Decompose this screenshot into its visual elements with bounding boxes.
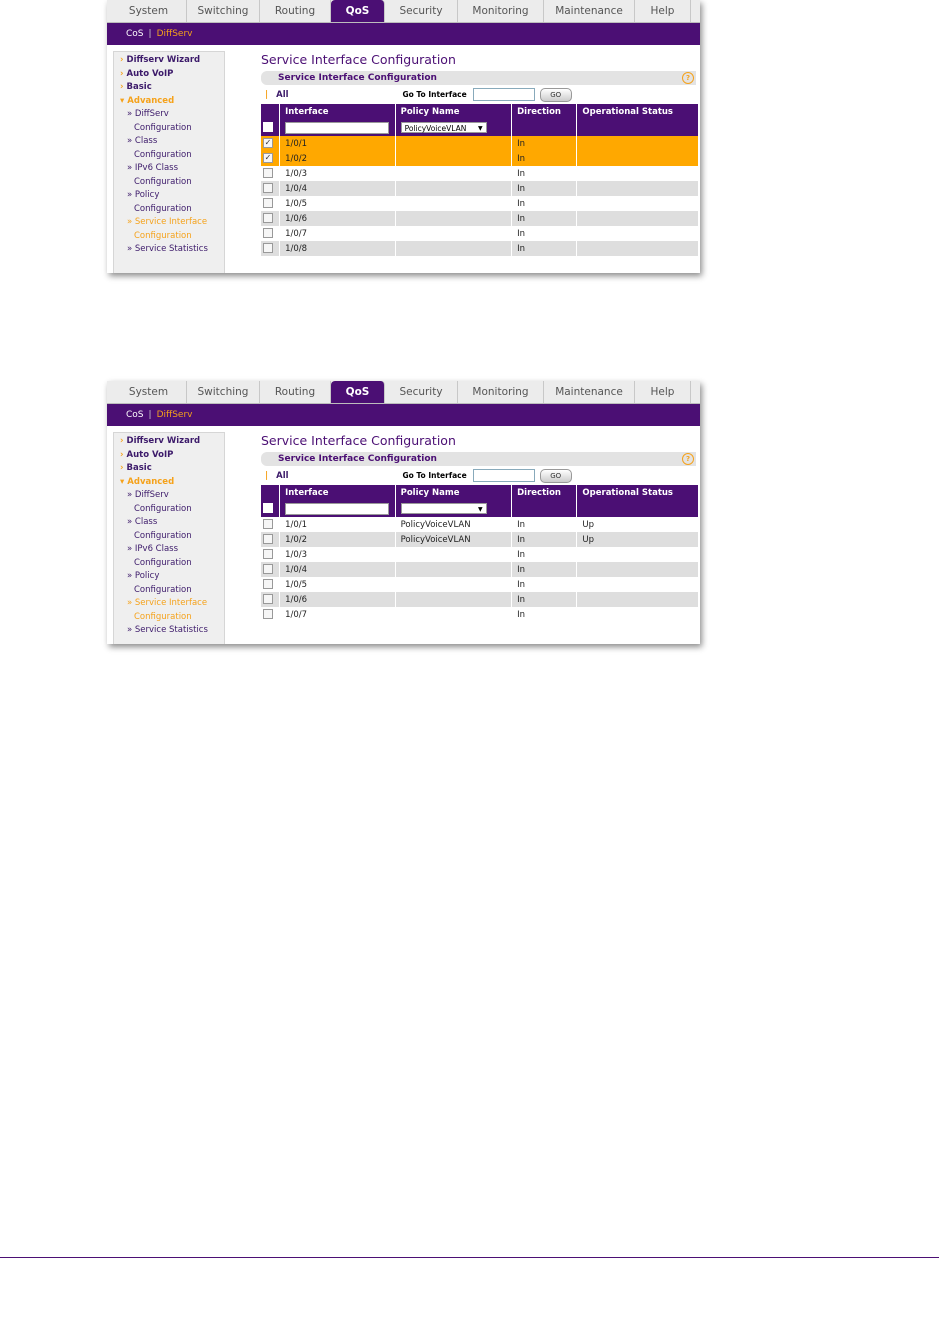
direction-cell: In bbox=[512, 136, 577, 151]
sidebar-item-label: Configuration bbox=[134, 203, 192, 214]
table-row[interactable] bbox=[261, 547, 699, 562]
service-interface-table bbox=[261, 485, 699, 622]
sidebar-item-label: Basic bbox=[126, 463, 152, 473]
main-content bbox=[225, 426, 700, 644]
pipe-icon: | bbox=[265, 470, 269, 481]
sidebar-item-label: Configuration bbox=[134, 611, 192, 622]
subnav-separator: | bbox=[148, 410, 152, 420]
section-header bbox=[261, 71, 696, 85]
tab-switching[interactable]: Switching bbox=[187, 381, 260, 403]
select-all-checkbox[interactable] bbox=[263, 503, 273, 513]
interface-cell: 1/0/1 bbox=[280, 136, 396, 151]
column-header: Policy Name bbox=[395, 104, 512, 119]
table-header-row bbox=[261, 104, 699, 119]
table-row[interactable] bbox=[261, 562, 699, 577]
policy-name-cell bbox=[395, 211, 512, 226]
pipe-icon: | bbox=[265, 89, 269, 100]
sidebar-item-label: Configuration bbox=[134, 122, 192, 133]
operational-status-cell bbox=[577, 607, 699, 622]
sidebar-item[interactable] bbox=[114, 624, 224, 638]
tab-maintenance[interactable]: Maintenance bbox=[544, 381, 635, 403]
tab-qos[interactable]: QoS bbox=[331, 381, 385, 403]
operational-status-cell bbox=[577, 166, 699, 181]
tab-help[interactable]: Help bbox=[635, 0, 691, 22]
column-header: Operational Status bbox=[577, 485, 699, 500]
policy-name-cell bbox=[395, 181, 512, 196]
sidebar-item-label: Configuration bbox=[134, 584, 192, 595]
sidebar-item[interactable] bbox=[114, 162, 224, 176]
operational-status-cell bbox=[577, 592, 699, 607]
top-tab-bar bbox=[107, 381, 700, 404]
policy-name-cell bbox=[395, 547, 512, 562]
policy-name-cell bbox=[395, 226, 512, 241]
table-row[interactable] bbox=[261, 577, 699, 592]
table-row[interactable] bbox=[261, 196, 699, 211]
sidebar-item[interactable] bbox=[114, 584, 224, 598]
interface-filter-input[interactable] bbox=[285, 122, 389, 134]
main-content bbox=[225, 45, 700, 273]
sidebar-item[interactable] bbox=[114, 149, 224, 163]
select-all-cell bbox=[261, 119, 280, 136]
sidebar-item[interactable] bbox=[114, 135, 224, 149]
tab-monitoring[interactable]: Monitoring bbox=[458, 381, 544, 403]
filter-interface-cell bbox=[280, 119, 396, 136]
direction-cell: In bbox=[512, 226, 577, 241]
filter-status-cell bbox=[577, 119, 699, 136]
section-header bbox=[261, 452, 696, 466]
policy-name-select-value: PolicyVoiceVLAN bbox=[404, 124, 467, 133]
sidebar-item-label: » Service Interface bbox=[127, 217, 208, 227]
goto-interface-label: Go To Interface bbox=[402, 471, 467, 480]
tab-system[interactable]: System bbox=[111, 0, 187, 22]
sidebar-item[interactable] bbox=[114, 462, 224, 476]
service-interface-table bbox=[261, 104, 699, 256]
table-row[interactable] bbox=[261, 532, 699, 547]
operational-status-cell: Up bbox=[577, 532, 699, 547]
column-header: Interface bbox=[280, 104, 396, 119]
policy-name-cell bbox=[395, 151, 512, 166]
row-checkbox-cell bbox=[261, 151, 280, 166]
operational-status-cell bbox=[577, 181, 699, 196]
sidebar-item-label: Configuration bbox=[134, 530, 192, 541]
operational-status-cell bbox=[577, 577, 699, 592]
interface-cell: 1/0/4 bbox=[280, 562, 396, 577]
help-icon[interactable]: ? bbox=[682, 72, 694, 84]
table-row[interactable] bbox=[261, 136, 699, 151]
policy-name-cell bbox=[395, 196, 512, 211]
header-checkbox-cell bbox=[261, 485, 280, 500]
row-checkbox-cell bbox=[261, 517, 280, 532]
interface-cell: 1/0/7 bbox=[280, 607, 396, 622]
chevron-down-icon: ▼ bbox=[477, 506, 483, 513]
direction-cell: In bbox=[512, 241, 577, 256]
sidebar bbox=[113, 51, 225, 273]
goto-interface-label: Go To Interface bbox=[402, 90, 467, 99]
row-checkbox[interactable]: ✓ bbox=[264, 138, 272, 148]
table-row[interactable] bbox=[261, 181, 699, 196]
row-checkbox-cell bbox=[261, 196, 280, 211]
select-all-checkbox[interactable] bbox=[263, 122, 273, 132]
operational-status-cell bbox=[577, 547, 699, 562]
table-row[interactable] bbox=[261, 211, 699, 226]
arrow-down-icon: ▾ bbox=[120, 476, 125, 487]
row-checkbox-cell bbox=[261, 562, 280, 577]
row-checkbox-cell bbox=[261, 136, 280, 151]
subnav-cos[interactable]: CoS bbox=[126, 29, 144, 39]
sidebar-item[interactable] bbox=[114, 557, 224, 571]
row-checkbox-cell bbox=[261, 532, 280, 547]
section-title: Service Interface Configuration bbox=[278, 73, 437, 83]
sidebar-item[interactable] bbox=[114, 243, 224, 257]
interface-cell: 1/0/5 bbox=[280, 196, 396, 211]
goto-interface-input[interactable] bbox=[473, 88, 535, 101]
row-checkbox[interactable] bbox=[263, 609, 273, 619]
subnav-diffserv[interactable]: DiffServ bbox=[156, 410, 193, 420]
subnav-cos[interactable]: CoS bbox=[126, 410, 144, 420]
filter-status-cell bbox=[577, 500, 699, 517]
arrow-right-icon: › bbox=[120, 68, 124, 79]
row-checkbox-cell bbox=[261, 241, 280, 256]
row-checkbox-cell bbox=[261, 181, 280, 196]
sidebar-item[interactable] bbox=[114, 122, 224, 136]
sidebar-item-label: Configuration bbox=[134, 503, 192, 514]
row-checkbox[interactable]: ✓ bbox=[264, 153, 272, 163]
table-row[interactable] bbox=[261, 607, 699, 622]
table-row[interactable] bbox=[261, 241, 699, 256]
operational-status-cell bbox=[577, 211, 699, 226]
sidebar-item-label: » DiffServ bbox=[127, 109, 169, 119]
row-checkbox-cell bbox=[261, 607, 280, 622]
tab-help[interactable]: Help bbox=[635, 381, 691, 403]
row-checkbox[interactable] bbox=[263, 168, 273, 178]
sidebar-item[interactable] bbox=[114, 108, 224, 122]
page-title: Service Interface Configuration bbox=[261, 433, 456, 448]
filter-direction-cell bbox=[512, 500, 577, 517]
sidebar-item-label: » Service Statistics bbox=[127, 625, 208, 635]
sidebar-item[interactable] bbox=[114, 54, 224, 68]
sidebar-item[interactable] bbox=[114, 203, 224, 217]
sidebar-item[interactable] bbox=[114, 570, 224, 584]
sub-navigation bbox=[107, 404, 700, 426]
table-header-row bbox=[261, 485, 699, 500]
policy-name-cell bbox=[395, 241, 512, 256]
sidebar-item[interactable] bbox=[114, 597, 224, 611]
sidebar-item-label: » IPv6 Class bbox=[127, 163, 179, 173]
direction-cell: In bbox=[512, 607, 577, 622]
arrow-right-icon: › bbox=[120, 55, 124, 65]
sidebar bbox=[113, 432, 225, 644]
sidebar-item[interactable] bbox=[114, 68, 224, 82]
table-row[interactable] bbox=[261, 517, 699, 532]
policy-name-cell bbox=[395, 136, 512, 151]
tab-security[interactable]: Security bbox=[385, 381, 458, 403]
direction-cell: In bbox=[512, 547, 577, 562]
column-header: Direction bbox=[512, 104, 577, 119]
sidebar-item[interactable] bbox=[114, 516, 224, 530]
row-checkbox[interactable] bbox=[263, 519, 273, 529]
go-button[interactable]: GO bbox=[540, 469, 572, 483]
select-all-cell bbox=[261, 500, 280, 517]
top-tab-bar bbox=[107, 0, 700, 23]
arrow-right-icon: › bbox=[120, 82, 124, 92]
tab-system[interactable]: System bbox=[111, 381, 187, 403]
filter-direction-cell bbox=[512, 119, 577, 136]
sidebar-item-label: » Service Interface bbox=[127, 598, 208, 608]
interface-cell: 1/0/1 bbox=[280, 517, 396, 532]
tab-switching[interactable]: Switching bbox=[187, 0, 260, 22]
column-header: Operational Status bbox=[577, 104, 699, 119]
sidebar-item-label: » Policy bbox=[127, 571, 160, 581]
direction-cell: In bbox=[512, 577, 577, 592]
policy-name-cell bbox=[395, 577, 512, 592]
sidebar-item-label: Auto VoIP bbox=[126, 449, 174, 460]
sub-navigation bbox=[107, 23, 700, 45]
row-checkbox-cell bbox=[261, 592, 280, 607]
policy-name-cell: PolicyVoiceVLAN bbox=[395, 517, 512, 532]
sidebar-item-label: Advanced bbox=[127, 476, 175, 487]
policy-name-select[interactable] bbox=[401, 122, 487, 133]
table-toolbar bbox=[261, 85, 700, 104]
sidebar-item-label: » Policy bbox=[127, 190, 160, 200]
row-checkbox-cell bbox=[261, 226, 280, 241]
arrow-right-icon: › bbox=[120, 436, 124, 446]
sidebar-item[interactable] bbox=[114, 489, 224, 503]
table-row[interactable] bbox=[261, 226, 699, 241]
direction-cell: In bbox=[512, 211, 577, 226]
row-checkbox[interactable] bbox=[263, 564, 273, 574]
interface-cell: 1/0/7 bbox=[280, 226, 396, 241]
help-icon[interactable]: ? bbox=[682, 453, 694, 465]
interface-cell: 1/0/4 bbox=[280, 181, 396, 196]
direction-cell: In bbox=[512, 592, 577, 607]
row-checkbox[interactable] bbox=[263, 213, 273, 223]
sidebar-item-label: Auto VoIP bbox=[126, 68, 174, 79]
sidebar-item[interactable] bbox=[114, 216, 224, 230]
direction-cell: In bbox=[512, 181, 577, 196]
sidebar-item[interactable] bbox=[114, 230, 224, 244]
show-all-link[interactable]: All bbox=[276, 89, 289, 100]
sidebar-item[interactable] bbox=[114, 449, 224, 463]
column-header: Direction bbox=[512, 485, 577, 500]
row-checkbox[interactable] bbox=[263, 549, 273, 559]
row-checkbox-cell bbox=[261, 211, 280, 226]
goto-interface-input[interactable] bbox=[473, 469, 535, 482]
table-row[interactable] bbox=[261, 151, 699, 166]
arrow-right-icon: › bbox=[120, 463, 124, 473]
tab-routing[interactable]: Routing bbox=[260, 381, 331, 403]
direction-cell: In bbox=[512, 562, 577, 577]
section-title: Service Interface Configuration bbox=[278, 454, 437, 464]
interface-cell: 1/0/2 bbox=[280, 151, 396, 166]
row-checkbox[interactable] bbox=[263, 594, 273, 604]
sidebar-item[interactable] bbox=[114, 476, 224, 490]
row-checkbox[interactable] bbox=[263, 579, 273, 589]
arrow-down-icon: ▾ bbox=[120, 95, 125, 106]
policy-name-cell bbox=[395, 562, 512, 577]
sidebar-item[interactable] bbox=[114, 189, 224, 203]
direction-cell: In bbox=[512, 517, 577, 532]
operational-status-cell bbox=[577, 196, 699, 211]
sidebar-item-label: » Class bbox=[127, 517, 158, 527]
operational-status-cell bbox=[577, 136, 699, 151]
screenshot-2 bbox=[107, 381, 700, 644]
screenshot-1 bbox=[107, 0, 700, 273]
footer-divider bbox=[0, 1257, 939, 1258]
sidebar-item[interactable] bbox=[114, 503, 224, 517]
row-checkbox[interactable] bbox=[263, 228, 273, 238]
tab-maintenance[interactable]: Maintenance bbox=[544, 0, 635, 22]
interface-cell: 1/0/3 bbox=[280, 166, 396, 181]
sidebar-item-label: » Service Statistics bbox=[127, 244, 208, 254]
interface-cell: 1/0/2 bbox=[280, 532, 396, 547]
sidebar-item-label: Diffserv Wizard bbox=[126, 55, 201, 65]
sidebar-item-label: Configuration bbox=[134, 176, 192, 187]
table-row[interactable] bbox=[261, 166, 699, 181]
interface-cell: 1/0/3 bbox=[280, 547, 396, 562]
sidebar-item-label: » DiffServ bbox=[127, 490, 169, 500]
operational-status-cell bbox=[577, 562, 699, 577]
page-title: Service Interface Configuration bbox=[261, 52, 456, 67]
interface-cell: 1/0/5 bbox=[280, 577, 396, 592]
policy-name-cell: PolicyVoiceVLAN bbox=[395, 532, 512, 547]
column-header: Policy Name bbox=[395, 485, 512, 500]
subnav-diffserv[interactable]: DiffServ bbox=[156, 29, 193, 39]
tab-qos[interactable]: QoS bbox=[331, 0, 385, 22]
interface-cell: 1/0/6 bbox=[280, 592, 396, 607]
interface-cell: 1/0/8 bbox=[280, 241, 396, 256]
operational-status-cell bbox=[577, 151, 699, 166]
subnav-separator: | bbox=[148, 29, 152, 39]
sidebar-item[interactable] bbox=[114, 435, 224, 449]
sidebar-item-label: Diffserv Wizard bbox=[126, 436, 201, 446]
sidebar-item[interactable] bbox=[114, 530, 224, 544]
row-checkbox-cell bbox=[261, 166, 280, 181]
chevron-down-icon: ▼ bbox=[477, 125, 483, 132]
sidebar-item-label: » IPv6 Class bbox=[127, 544, 179, 554]
column-header: Interface bbox=[280, 485, 396, 500]
go-button[interactable]: GO bbox=[540, 88, 572, 102]
sidebar-item[interactable] bbox=[114, 176, 224, 190]
table-row[interactable] bbox=[261, 592, 699, 607]
direction-cell: In bbox=[512, 196, 577, 211]
sidebar-item-label: Advanced bbox=[127, 95, 175, 106]
tab-monitoring[interactable]: Monitoring bbox=[458, 0, 544, 22]
filter-row bbox=[261, 119, 699, 136]
sidebar-item-label: » Class bbox=[127, 136, 158, 146]
operational-status-cell bbox=[577, 226, 699, 241]
filter-interface-cell bbox=[280, 500, 396, 517]
operational-status-cell bbox=[577, 241, 699, 256]
header-checkbox-cell bbox=[261, 104, 280, 119]
table-toolbar bbox=[261, 466, 700, 485]
interface-filter-input[interactable] bbox=[285, 503, 389, 515]
filter-row bbox=[261, 500, 699, 517]
row-checkbox[interactable] bbox=[263, 534, 273, 544]
policy-name-cell bbox=[395, 592, 512, 607]
row-checkbox[interactable] bbox=[263, 243, 273, 253]
policy-name-cell bbox=[395, 607, 512, 622]
policy-name-cell bbox=[395, 166, 512, 181]
row-checkbox[interactable] bbox=[263, 183, 273, 193]
sidebar-item-label: Configuration bbox=[134, 149, 192, 160]
operational-status-cell: Up bbox=[577, 517, 699, 532]
sidebar-item[interactable] bbox=[114, 611, 224, 625]
tab-security[interactable]: Security bbox=[385, 0, 458, 22]
policy-name-select[interactable] bbox=[401, 503, 487, 514]
sidebar-item[interactable] bbox=[114, 543, 224, 557]
row-checkbox[interactable] bbox=[263, 198, 273, 208]
sidebar-item-label: Configuration bbox=[134, 557, 192, 568]
arrow-right-icon: › bbox=[120, 449, 124, 460]
show-all-link[interactable]: All bbox=[276, 470, 289, 481]
sidebar-item-label: Configuration bbox=[134, 230, 192, 241]
sidebar-item[interactable] bbox=[114, 95, 224, 109]
row-checkbox-cell bbox=[261, 547, 280, 562]
tab-routing[interactable]: Routing bbox=[260, 0, 331, 22]
filter-policy-cell bbox=[395, 119, 512, 136]
sidebar-item[interactable] bbox=[114, 81, 224, 95]
interface-cell: 1/0/6 bbox=[280, 211, 396, 226]
row-checkbox-cell bbox=[261, 577, 280, 592]
sidebar-item-label: Basic bbox=[126, 82, 152, 92]
direction-cell: In bbox=[512, 532, 577, 547]
filter-policy-cell bbox=[395, 500, 512, 517]
direction-cell: In bbox=[512, 151, 577, 166]
direction-cell: In bbox=[512, 166, 577, 181]
